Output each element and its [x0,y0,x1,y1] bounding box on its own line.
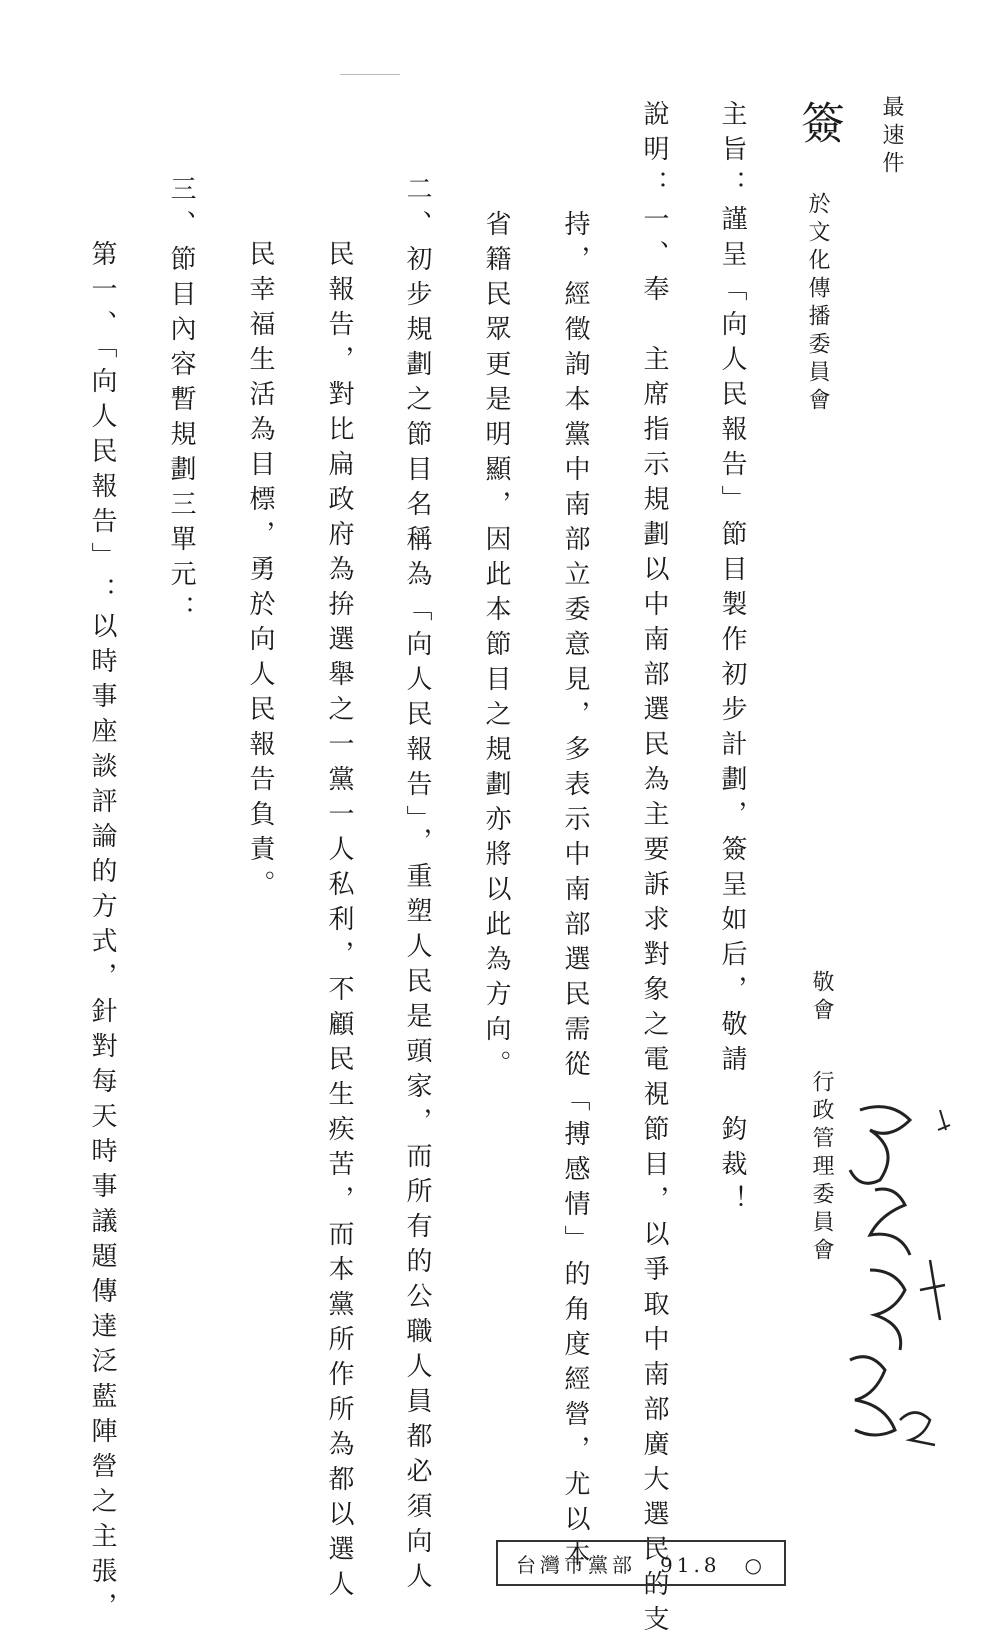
body-column-6: 民幸福生活為目標，勇於向人民報告負責。 [245,240,275,905]
handwritten-signature [820,1090,960,1470]
sender-prefix: 敬會 [809,970,834,1026]
body-column-2: 持，經徵詢本黨中南部立委意見，多表示中南部選民需從「搏感情」的角度經營，尤以本 [560,210,590,1575]
body-column-1: 說明：一、奉 主席指示規劃以中南部選民為主要訴求對象之電視節目，以爭取中南部廣大選民的支 [639,100,669,1640]
addressee: 於文化傳播委員會 [805,192,830,416]
subject-line: 主旨：謹呈「向人民報告」節目製作初步計劃，簽呈如后，敬請 鈞裁！ [717,100,747,1220]
scan-speck [340,74,400,75]
body-column-4: 二、初步規劃之節目名稱為「向人民報告」，重塑人民是頭家，而所有的公職人員都必須向人 [402,175,432,1597]
urgency-label: 最速件 [879,95,904,179]
form-title: 簽 [793,100,844,144]
body-column-7: 三、節目內容暫規劃三單元： [166,175,196,630]
body-column-8: 第一、「向人民報告」：以時事座談評論的方式，針對每天時事議題傳達泛藍陣營之主張， [87,240,117,1627]
sender-committee: 行政管理委員會 [809,1070,834,1266]
body-column-5: 民報告，對比扁政府為拚選舉之一黨一人私利，不顧民生疾苦，而本黨所作所為都以選人 [324,240,354,1605]
body-column-3: 省籍民眾更是明顯，因此本節目之規劃亦將以此為方向。 [481,210,511,1085]
archive-stamp: 台灣市黨部 91.8 ○ [496,1540,786,1586]
